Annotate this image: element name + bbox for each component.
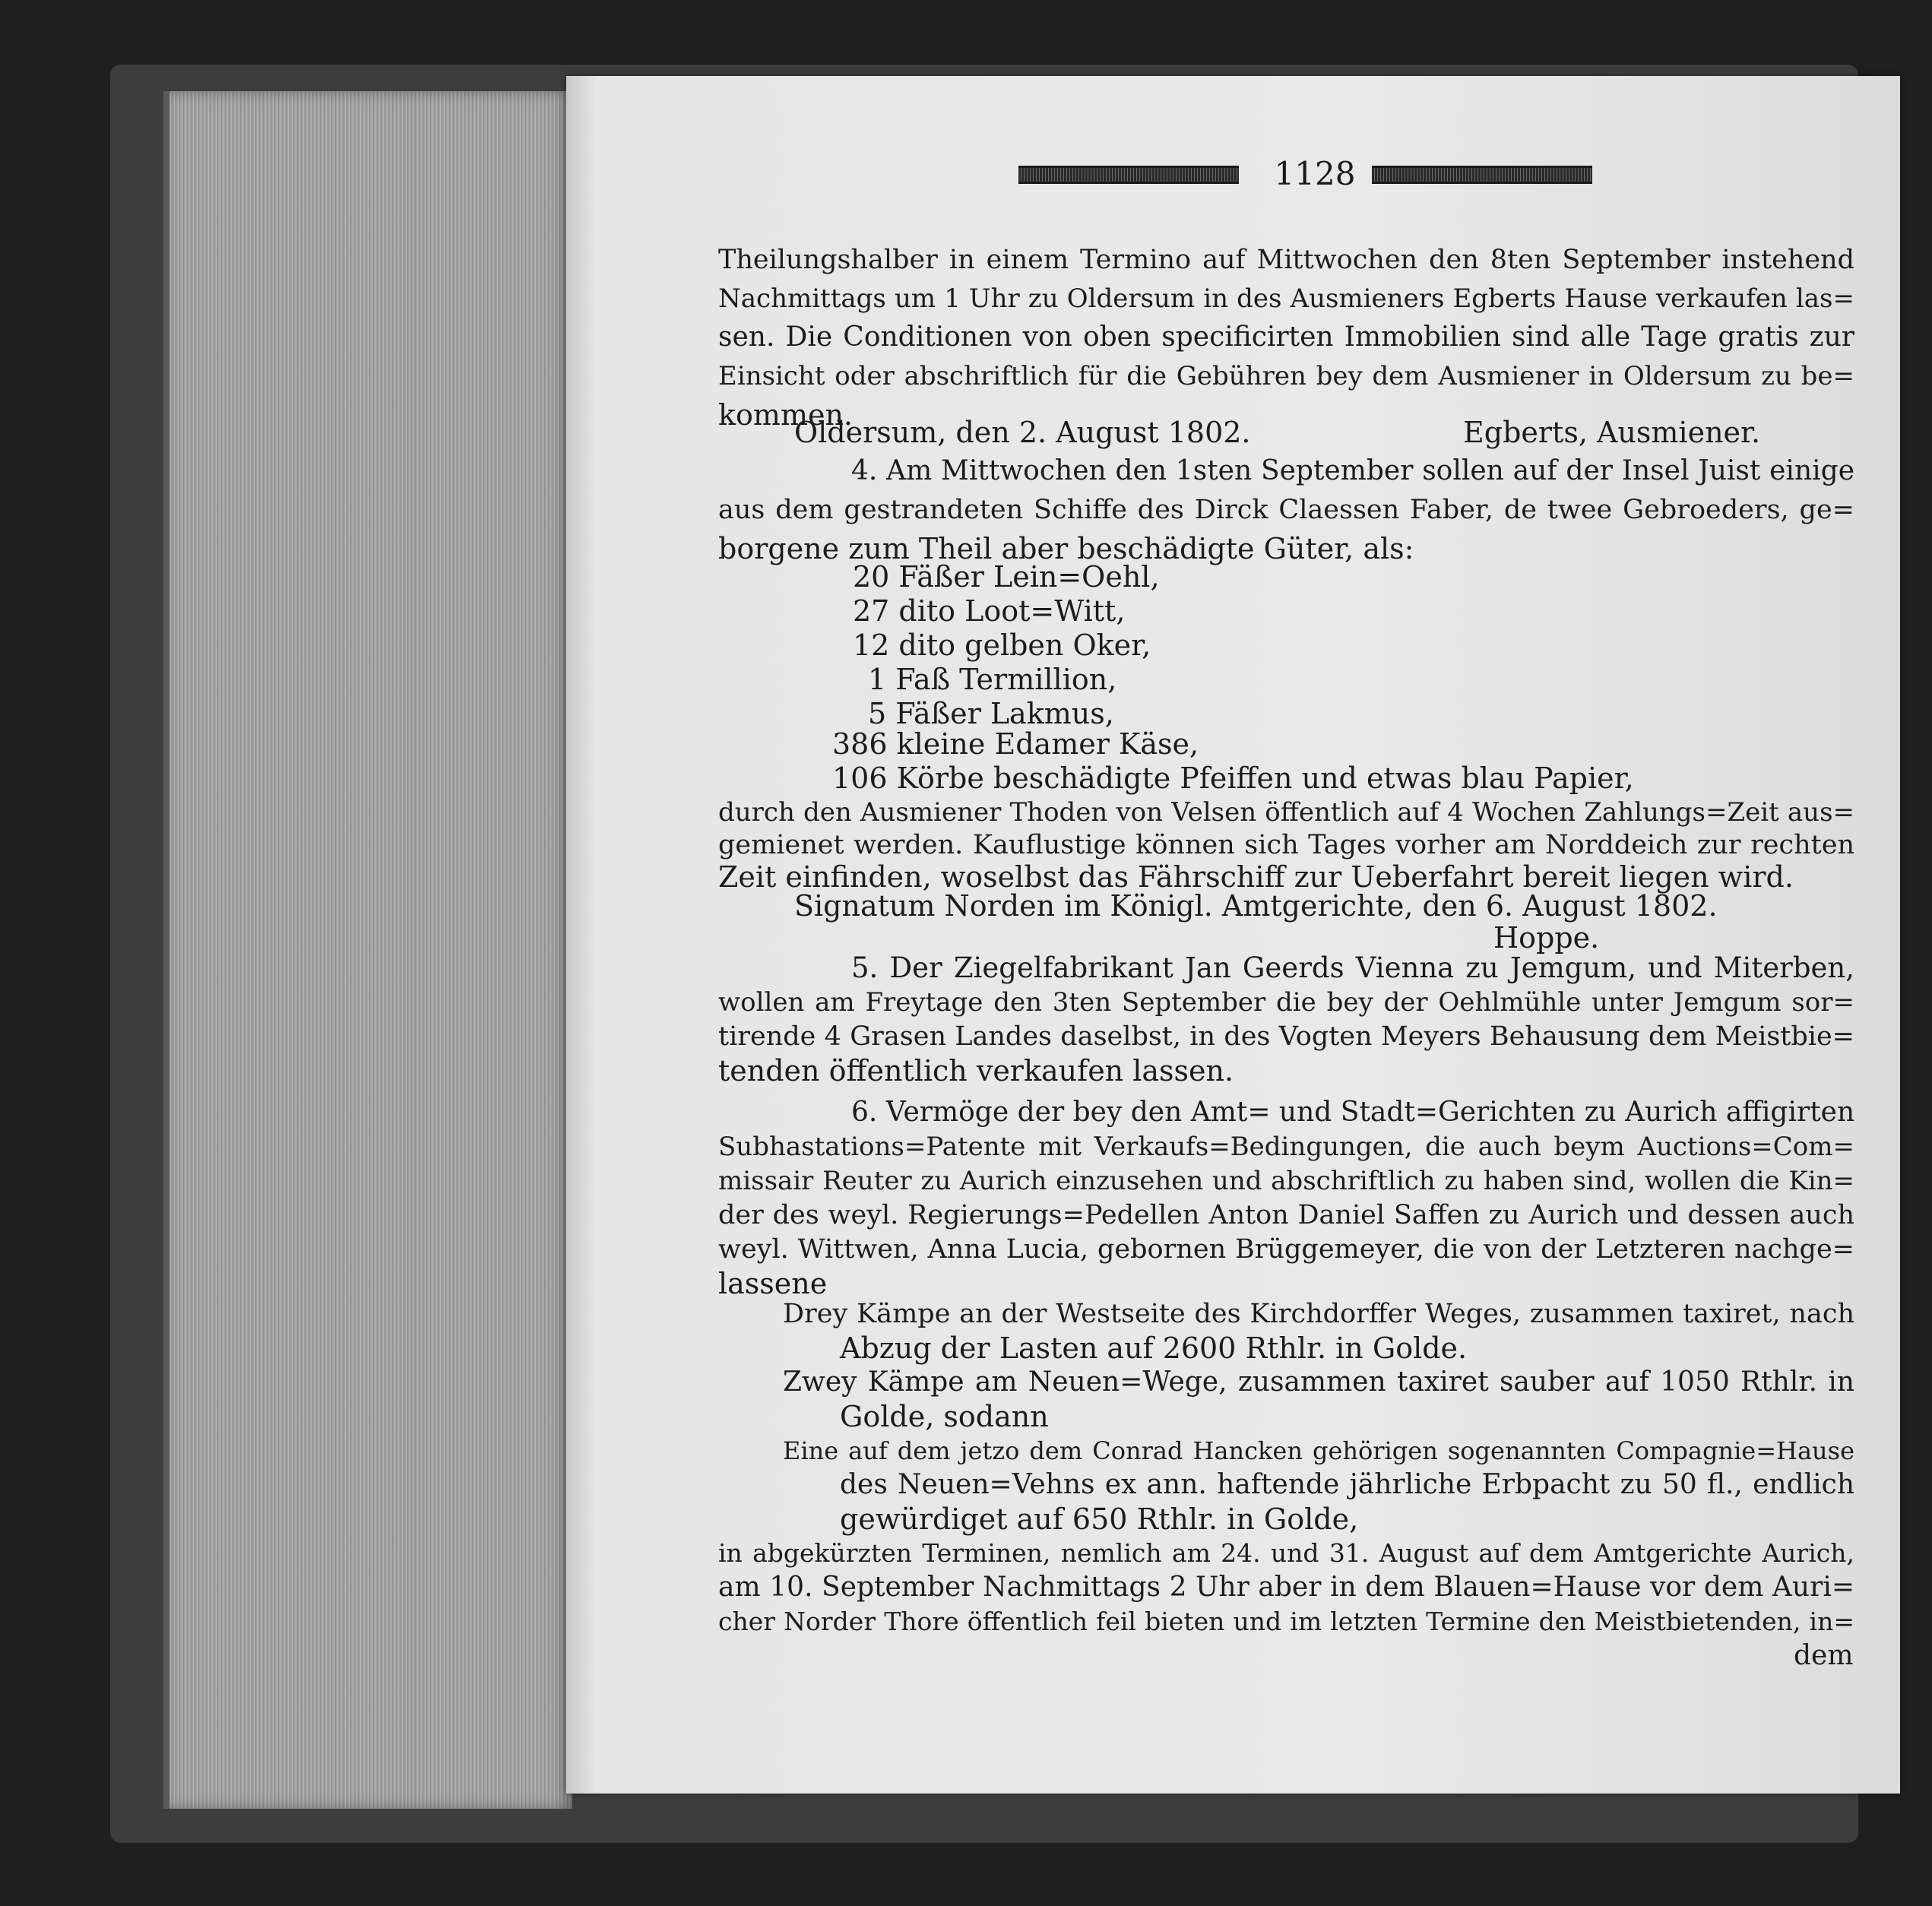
text-line: in abgekürzten Terminen, nemlich am 24. und 31. August auf dem Amtgerichte Aurich,: [718, 1538, 1854, 1568]
text-line: der des weyl. Regierungs=Pedellen Anton Daniel Saffen zu Aurich und dessen auch: [718, 1200, 1854, 1230]
signature: Hoppe.: [1493, 921, 1600, 955]
page-number: 1128: [1274, 155, 1356, 192]
text-line: cher Norder Thore öffentlich feil bieten und im letzten Termine den Meistbietenden, in=: [718, 1607, 1854, 1636]
list-item: gewürdiget auf 650 Rthlr. in Golde,: [840, 1502, 1359, 1536]
dateline: Oldersum, den 2. August 1802.: [794, 416, 1251, 449]
header-rule-left: [1018, 166, 1239, 184]
text-line: sen. Die Conditionen von oben specificirten Immobilien sind alle Tage gratis zur: [718, 321, 1854, 353]
text-line: missair Reuter zu Aurich einzusehen und abschriftlich zu haben sind, wollen die Kin=: [718, 1166, 1854, 1196]
text-line: lassene: [718, 1267, 828, 1300]
signature: Egberts, Ausmiener.: [1463, 416, 1761, 449]
list-item: Drey Kämpe an der Westseite des Kirchdorffer Weges, zusammen taxiret, nach: [783, 1299, 1854, 1329]
text-line: weyl. Wittwen, Anna Lucia, gebornen Brüggemeyer, die von der Letzteren nachge=: [718, 1234, 1854, 1265]
dateline: Signatum Norden im Königl. Amtgerichte, den 6. August 1802.: [794, 889, 1718, 923]
text-line: Subhastations=Patente mit Verkaufs=Bedingungen, die auch beym Auctions=Com=: [718, 1132, 1854, 1162]
list-item: 386 kleine Edamer Käse,: [832, 727, 1199, 761]
list-item: Abzug der Lasten auf 2600 Rthlr. in Golde.: [840, 1331, 1468, 1365]
text-line: durch den Ausmiener Thoden von Velsen öffentlich auf 4 Wochen Zahlungs=Zeit aus=: [718, 797, 1854, 828]
text-line: 5. Der Ziegelfabrikant Jan Geerds Vienna zu Jemgum, und Miterben,: [851, 951, 1854, 984]
list-item: 20 Fäßer Lein=Oehl,: [853, 560, 1160, 594]
list-item: 1 Faß Termillion,: [868, 663, 1117, 696]
catchword: dem: [1794, 1640, 1854, 1671]
text-line: gemienet werden. Kauflustige können sich Tages vorher am Norddeich zur rechten: [718, 830, 1854, 860]
text-line: aus dem gestrandeten Schiffe des Dirck Claessen Faber, de twee Gebroeders, ge=: [718, 495, 1854, 525]
list-item: Eine auf dem jetzo dem Conrad Hancken gehörigen sogenannten Compagnie=Hause: [783, 1436, 1854, 1465]
list-item: Golde, sodann: [840, 1400, 1049, 1433]
list-item: 5 Fäßer Lakmus,: [868, 697, 1114, 730]
text-line: am 10. September Nachmittags 2 Uhr aber in dem Blauen=Hause vor dem Auri=: [718, 1572, 1854, 1603]
text-line: tenden öffentlich verkaufen lassen.: [718, 1054, 1234, 1088]
text-line: Nachmittags um 1 Uhr zu Oldersum in des Ausmieners Egberts Hause verkaufen las=: [718, 283, 1854, 314]
list-item: des Neuen=Vehns ex ann. haftende jährliche Erbpacht zu 50 fl., endlich: [840, 1469, 1854, 1500]
text-line: tirende 4 Grasen Landes daselbst, in des Vogten Meyers Behausung dem Meistbie=: [718, 1021, 1854, 1052]
list-item: Zwey Kämpe am Neuen=Wege, zusammen taxiret sauber auf 1050 Rthlr. in: [783, 1366, 1854, 1398]
text-line: Theilungshalber in einem Termino auf Mittwochen den 8ten September instehend: [718, 245, 1854, 275]
header-rule-right: [1372, 166, 1592, 184]
text-line: borgene zum Theil aber beschädigte Güter, als:: [718, 532, 1414, 565]
text-line: Zeit einfinden, woselbst das Fährschiff zur Ueberfahrt bereit liegen wird.: [718, 860, 1794, 894]
list-item: 12 dito gelben Oker,: [853, 628, 1151, 662]
text-line: 4. Am Mittwochen den 1sten September sollen auf der Insel Juist einige: [851, 455, 1854, 486]
list-item: 27 dito Loot=Witt,: [853, 594, 1126, 628]
text-line: 6. Vermöge der bey den Amt= und Stadt=Gerichten zu Aurich affigirten: [851, 1097, 1855, 1128]
text-line: kommen.: [718, 398, 854, 432]
page-edges: [163, 91, 572, 1809]
text-line: wollen am Freytage den 3ten September die bey der Oehlmühle unter Jemgum sor=: [718, 987, 1854, 1018]
list-item: 106 Körbe beschädigte Pfeiffen und etwas blau Papier,: [832, 761, 1634, 795]
text-line: Einsicht oder abschriftlich für die Gebühren bey dem Ausmiener in Oldersum zu be=: [718, 361, 1854, 391]
